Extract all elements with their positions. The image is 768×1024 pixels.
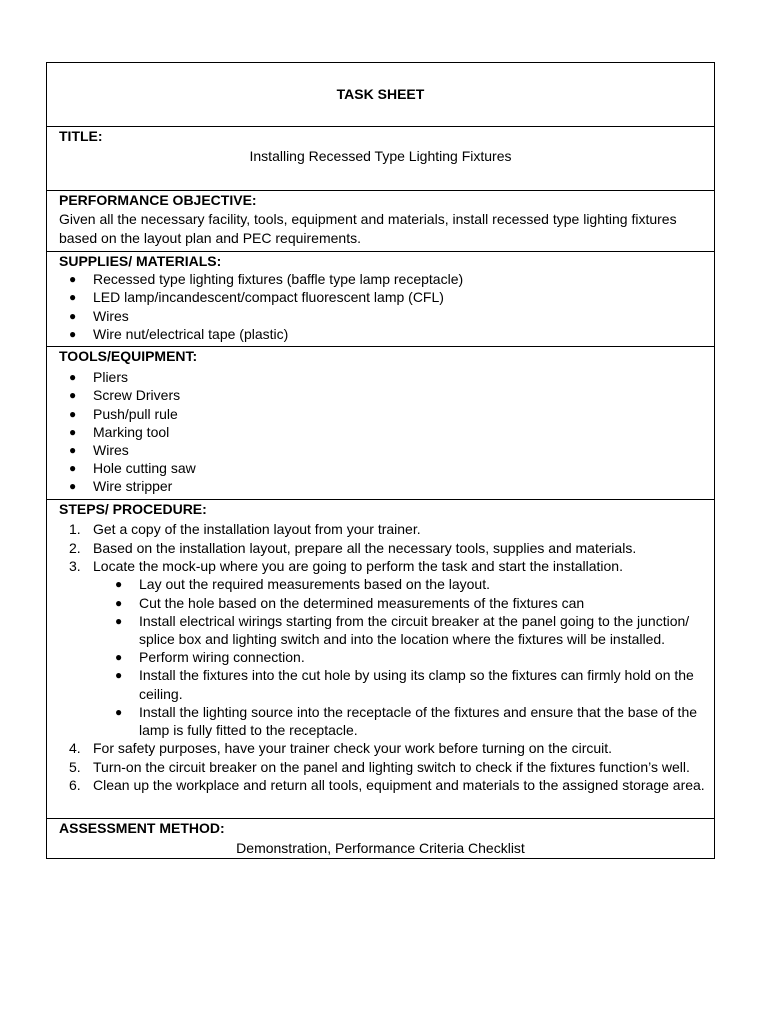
bullet-icon: ● xyxy=(69,424,77,439)
sub-step-text: Install electrical wirings starting from the circuit breaker at the panel going to the junction/ splice box and lighting switch and into the location where the fixtures will be installed. xyxy=(139,612,690,648)
assessment-heading: ASSESSMENT METHOD: xyxy=(59,820,225,836)
steps-heading: STEPS/ PROCEDURE: xyxy=(59,501,207,517)
bullet-icon: ● xyxy=(69,370,77,385)
step-number: 6. xyxy=(69,777,81,794)
sub-step-text: Lay out the required measurements based on the layout. xyxy=(139,576,490,593)
step-number: 2. xyxy=(69,539,81,556)
bullet-icon: ● xyxy=(69,326,77,341)
sub-step-text: Install the fixtures into the cut hole by using its clamp so the fixtures can firmly hold on the ceiling. xyxy=(139,667,694,702)
steps-list xyxy=(59,520,714,794)
sub-step-text: Install the lighting source into the receptacle of the fixtures and ensure that the base of the lamp is fully fitted to the receptacle. xyxy=(139,703,698,739)
tools-heading: TOOLS/EQUIPMENT: xyxy=(59,348,198,364)
list-item xyxy=(59,477,714,495)
list-item xyxy=(59,288,714,306)
step-text: Get a copy of the installation layout from your trainer. xyxy=(93,521,421,538)
steps-row xyxy=(47,500,714,819)
sub-step-item xyxy=(93,612,714,648)
step-item xyxy=(59,520,714,538)
bullet-icon: ● xyxy=(115,613,123,628)
list-item-text: Wires xyxy=(93,307,129,324)
assessment-row xyxy=(47,819,714,858)
step-item xyxy=(59,758,714,776)
bullet-icon: ● xyxy=(115,668,123,683)
assessment-value: Demonstration, Performance Criteria Checklist xyxy=(236,840,525,857)
list-item-text: Wires xyxy=(93,442,129,459)
bullet-icon: ● xyxy=(69,406,77,421)
bullet-icon: ● xyxy=(69,290,77,305)
bullet-icon: ● xyxy=(69,443,77,458)
bullet-icon: ● xyxy=(115,577,123,592)
bullet-icon: ● xyxy=(69,461,77,476)
step-number: 1. xyxy=(69,521,81,538)
step-item xyxy=(59,776,714,794)
sub-step-item xyxy=(93,575,714,593)
sub-step-item xyxy=(93,666,714,702)
list-item-text: Screw Drivers xyxy=(93,387,181,404)
step-number: 5. xyxy=(69,758,81,775)
objective-row xyxy=(47,191,714,252)
sub-step-item xyxy=(93,648,714,666)
list-item xyxy=(59,270,714,288)
list-item xyxy=(59,423,714,441)
objective-heading: PERFORMANCE OBJECTIVE: xyxy=(59,192,257,208)
sub-step-text: Perform wiring connection. xyxy=(139,649,305,666)
sub-step-item xyxy=(93,594,714,612)
step-text: Locate the mock-up where you are going to perform the task and start the installation. xyxy=(93,558,623,575)
bullet-icon: ● xyxy=(69,388,77,403)
objective-text: Given all the necessary facility, tools, equipment and materials, install recessed type lighting fixtures based on the layout plan and PEC requirements. xyxy=(59,211,677,246)
list-item xyxy=(59,386,714,404)
tools-list xyxy=(59,368,714,495)
step-item xyxy=(59,539,714,557)
list-item-text: Push/pull rule xyxy=(93,405,178,422)
list-item-text: Wire stripper xyxy=(93,478,173,495)
bullet-icon: ● xyxy=(69,308,77,323)
bullet-icon: ● xyxy=(69,479,77,494)
tools-row xyxy=(47,347,714,500)
step-text: Clean up the workplace and return all tools, equipment and materials to the assigned storage area. xyxy=(93,777,705,794)
list-item xyxy=(59,368,714,386)
sub-step-item xyxy=(93,703,714,739)
title-value: Installing Recessed Type Lighting Fixtures xyxy=(249,148,512,164)
list-item xyxy=(59,405,714,423)
supplies-heading: SUPPLIES/ MATERIALS: xyxy=(59,253,222,269)
bullet-icon: ● xyxy=(69,272,77,287)
title-heading: TITLE: xyxy=(59,128,103,144)
task-sheet-table xyxy=(46,62,715,859)
step-text: For safety purposes, have your trainer check your work before turning on the circuit. xyxy=(93,740,613,757)
step-number: 4. xyxy=(69,740,81,757)
supplies-row xyxy=(47,252,714,347)
bullet-icon: ● xyxy=(115,650,123,665)
step-item xyxy=(59,739,714,757)
supplies-list xyxy=(59,270,714,343)
list-item xyxy=(59,441,714,459)
list-item xyxy=(59,325,714,343)
step-text: Based on the installation layout, prepare all the necessary tools, supplies and materials. xyxy=(93,539,637,556)
list-item xyxy=(59,459,714,477)
sub-step-text: Cut the hole based on the determined measurements of the fixtures can xyxy=(139,594,585,611)
list-item-text: Recessed type lighting fixtures (baffle type lamp receptacle) xyxy=(93,271,464,288)
sheet-title: TASK SHEET xyxy=(336,86,425,103)
list-item-text: LED lamp/incandescent/compact fluorescent lamp (CFL) xyxy=(93,289,444,306)
step-item xyxy=(59,557,714,739)
sub-steps-list xyxy=(93,575,714,739)
sheet-title-row xyxy=(47,63,714,127)
list-item-text: Marking tool xyxy=(93,423,170,440)
step-number: 3. xyxy=(69,558,81,575)
title-row xyxy=(47,127,714,191)
bullet-icon: ● xyxy=(115,595,123,610)
bullet-icon: ● xyxy=(115,704,123,719)
list-item xyxy=(59,307,714,325)
list-item-text: Hole cutting saw xyxy=(93,460,196,477)
list-item-text: Pliers xyxy=(93,369,129,386)
step-text: Turn-on the circuit breaker on the panel and lighting switch to check if the fixtures function’s well. xyxy=(93,758,690,775)
list-item-text: Wire nut/electrical tape (plastic) xyxy=(93,325,289,342)
